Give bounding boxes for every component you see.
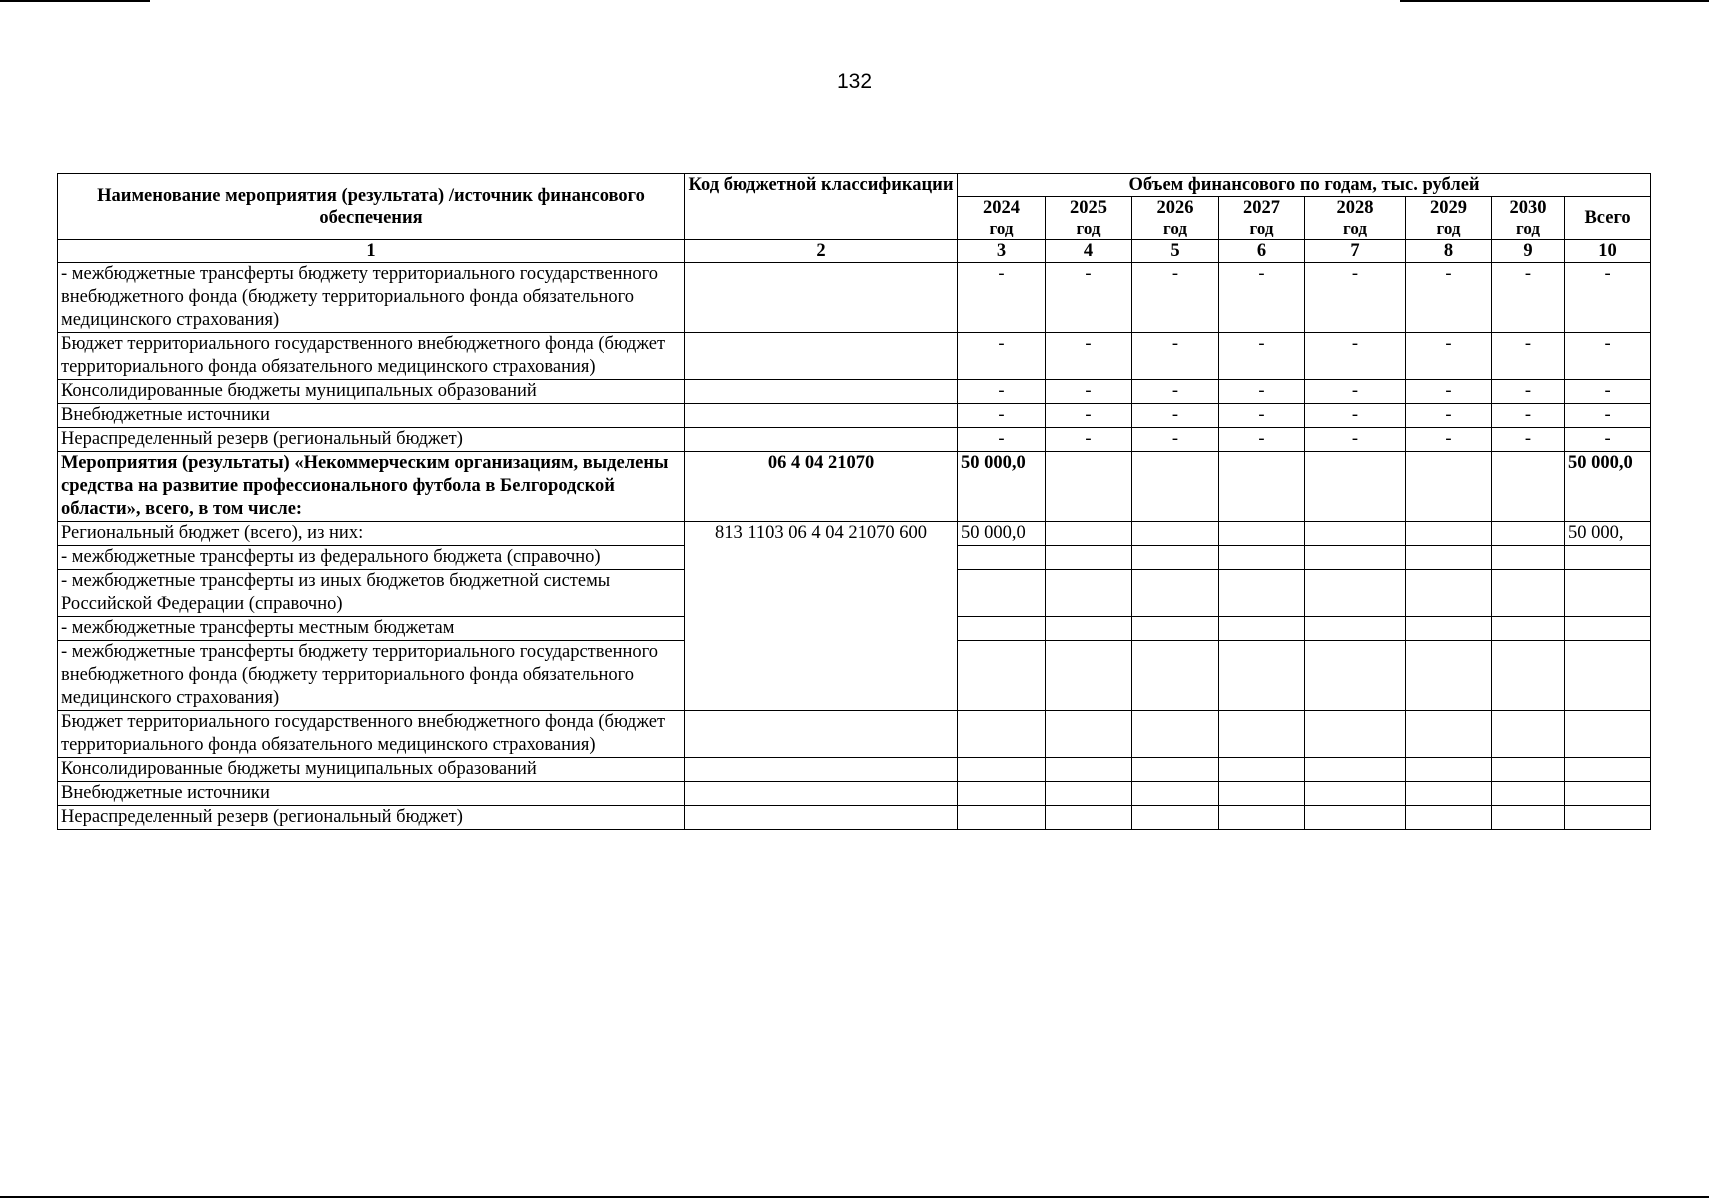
table-row [58, 404, 1651, 428]
row-value [1046, 617, 1132, 641]
row-value: - [1565, 380, 1651, 404]
row-value: - [1565, 404, 1651, 428]
row-value [1406, 641, 1492, 711]
row-value [1406, 452, 1492, 522]
header-year-unit: год [1436, 219, 1461, 238]
header-index-cell: 7 [1305, 240, 1406, 263]
row-value: - [958, 404, 1046, 428]
row-value: - [1565, 333, 1651, 380]
row-value: - [1305, 428, 1406, 452]
row-value: - [1132, 428, 1219, 452]
row-value [958, 546, 1046, 570]
row-value [1406, 546, 1492, 570]
row-value [1132, 782, 1219, 806]
header-index-cell: 9 [1492, 240, 1565, 263]
header-year-unit: год [989, 219, 1014, 238]
header-year-unit: год [1516, 219, 1540, 238]
row-value [1305, 641, 1406, 711]
header-year-unit: год [1163, 219, 1187, 238]
header-index-cell: 6 [1219, 240, 1305, 263]
header-code: Код бюджетной классификации [685, 174, 958, 240]
row-value [1492, 711, 1565, 758]
header-year-unit: год [1343, 219, 1367, 238]
row-code: 06 4 04 21070 [685, 452, 958, 522]
row-value [1406, 570, 1492, 617]
header-index-cell: 1 [58, 240, 685, 263]
row-value [1046, 641, 1132, 711]
row-value [958, 570, 1046, 617]
row-value: - [1492, 380, 1565, 404]
row-name: - межбюджетные трансферты бюджету территориального государственного внебюджетного фонда (бюджету территориального фонда обязательного медицинского страхования) [58, 263, 685, 333]
row-value [1406, 617, 1492, 641]
row-value [1219, 570, 1305, 617]
row-value [1219, 782, 1305, 806]
header-index-row [58, 240, 1651, 263]
row-value [1492, 617, 1565, 641]
row-value: - [1219, 380, 1305, 404]
row-value [1492, 452, 1565, 522]
row-value: - [1219, 263, 1305, 333]
header-volume: Объем финансового по годам, тыс. рублей [958, 174, 1651, 197]
row-value [1565, 641, 1651, 711]
row-value: - [1132, 404, 1219, 428]
row-value [1046, 522, 1132, 546]
row-value: - [1132, 263, 1219, 333]
row-value: - [958, 380, 1046, 404]
row-value [958, 641, 1046, 711]
row-code [685, 263, 958, 333]
row-code [685, 758, 958, 782]
table-row [58, 428, 1651, 452]
row-name: Внебюджетные источники [58, 782, 685, 806]
header-year-2029 [1406, 197, 1492, 240]
row-value [1565, 546, 1651, 570]
row-value: - [1406, 428, 1492, 452]
row-value [1565, 758, 1651, 782]
row-name: Нераспределенный резерв (региональный бюджет) [58, 806, 685, 830]
row-value [958, 711, 1046, 758]
row-value: - [958, 428, 1046, 452]
row-name: Консолидированные бюджеты муниципальных образований [58, 380, 685, 404]
row-value [1305, 522, 1406, 546]
scan-edge-mark [0, 1196, 1709, 1198]
row-value: 50 000, [1565, 522, 1651, 546]
header-year-label: 2030 [1509, 198, 1547, 218]
row-code [685, 782, 958, 806]
table-row [58, 263, 1651, 333]
row-value [958, 617, 1046, 641]
row-value: 50 000,0 [1565, 452, 1651, 522]
row-value [1305, 617, 1406, 641]
row-value [1219, 711, 1305, 758]
header-year-2027 [1219, 197, 1305, 240]
table-row [58, 806, 1651, 830]
row-value: - [1305, 263, 1406, 333]
row-name: - межбюджетные трансферты из иных бюджетов бюджетной системы Российской Федерации (справочно) [58, 570, 685, 617]
row-name: - межбюджетные трансферты бюджету территориального государственного внебюджетного фонда (бюджету территориального фонда обязательного медицинского страхования) [58, 641, 685, 711]
header-total: Всего [1565, 197, 1651, 240]
row-value: - [1046, 333, 1132, 380]
row-value [958, 782, 1046, 806]
header-index-cell: 4 [1046, 240, 1132, 263]
row-code: 813 1103 06 4 04 21070 600 [685, 522, 958, 711]
row-value [1132, 546, 1219, 570]
row-value [1132, 452, 1219, 522]
row-value [1046, 806, 1132, 830]
table-row [58, 333, 1651, 380]
row-name: Нераспределенный резерв (региональный бюджет) [58, 428, 685, 452]
row-value [1132, 641, 1219, 711]
row-value: - [1406, 404, 1492, 428]
row-value [1406, 711, 1492, 758]
row-name: Консолидированные бюджеты муниципальных образований [58, 758, 685, 782]
row-value [958, 806, 1046, 830]
row-value [1565, 806, 1651, 830]
row-code [685, 404, 958, 428]
header-index-cell: 3 [958, 240, 1046, 263]
row-value [1492, 806, 1565, 830]
row-value [1219, 617, 1305, 641]
row-value [1046, 782, 1132, 806]
header-year-2030 [1492, 197, 1565, 240]
header-year-unit: год [1076, 219, 1101, 238]
row-value [1219, 452, 1305, 522]
header-year-2026 [1132, 197, 1219, 240]
row-value: - [1492, 428, 1565, 452]
table-row [58, 380, 1651, 404]
row-value: - [1132, 333, 1219, 380]
row-value [1492, 570, 1565, 617]
row-value: - [1046, 263, 1132, 333]
header-index-cell: 8 [1406, 240, 1492, 263]
row-value: - [1219, 428, 1305, 452]
row-value: 50 000,0 [958, 522, 1046, 546]
row-value [1046, 452, 1132, 522]
row-value: - [1492, 263, 1565, 333]
row-value: - [1046, 404, 1132, 428]
scan-edge-mark [1400, 0, 1709, 2]
row-code [685, 380, 958, 404]
row-value: - [1492, 333, 1565, 380]
header-year-label: 2027 [1243, 198, 1280, 218]
row-value: - [1305, 333, 1406, 380]
row-value: 50 000,0 [958, 452, 1046, 522]
row-value [1565, 570, 1651, 617]
header-name: Наименование мероприятия (результата) /источник финансового обеспечения [58, 174, 685, 240]
row-value [1132, 758, 1219, 782]
header-year-label: 2029 [1430, 198, 1467, 218]
row-value [958, 758, 1046, 782]
row-value [1492, 641, 1565, 711]
row-value [1406, 522, 1492, 546]
header-year-unit: год [1249, 219, 1274, 238]
row-value: - [1132, 380, 1219, 404]
row-name: Мероприятия (результаты) «Некоммерческим организациям, выделены средства на развитие профессионального футбола в Белгородской области», всего, в том числе: [58, 452, 685, 522]
row-value [1132, 806, 1219, 830]
header-year-2024 [958, 197, 1046, 240]
row-value [1305, 546, 1406, 570]
row-value: - [1565, 263, 1651, 333]
row-value [1046, 570, 1132, 617]
row-value: - [1492, 404, 1565, 428]
row-value [1132, 522, 1219, 546]
row-value [1406, 758, 1492, 782]
header-year-label: 2024 [983, 198, 1020, 218]
row-code [685, 428, 958, 452]
row-value [1305, 711, 1406, 758]
row-value [1219, 806, 1305, 830]
budget-table [57, 173, 1651, 830]
row-value [1132, 711, 1219, 758]
row-value [1492, 782, 1565, 806]
row-value [1565, 617, 1651, 641]
row-value [1492, 546, 1565, 570]
row-value: - [1406, 263, 1492, 333]
table-row [58, 452, 1651, 522]
row-value: - [1406, 333, 1492, 380]
table-row [58, 758, 1651, 782]
row-value [1046, 758, 1132, 782]
row-value: - [1046, 428, 1132, 452]
row-value [1132, 617, 1219, 641]
row-value [1492, 522, 1565, 546]
row-value: - [1565, 428, 1651, 452]
row-name: Бюджет территориального государственного внебюджетного фонда (бюджет территориального фонда обязательного медицинского страхования) [58, 711, 685, 758]
row-value: - [1219, 333, 1305, 380]
row-value [1492, 758, 1565, 782]
row-code [685, 806, 958, 830]
table-row [58, 522, 1651, 546]
row-value [1565, 782, 1651, 806]
row-code [685, 711, 958, 758]
header-index-cell: 5 [1132, 240, 1219, 263]
row-value [1305, 758, 1406, 782]
row-value [1406, 782, 1492, 806]
row-value [1305, 570, 1406, 617]
header-index-cell: 10 [1565, 240, 1651, 263]
row-value [1406, 806, 1492, 830]
row-value [1565, 711, 1651, 758]
table-body [58, 263, 1651, 830]
page-number: 132 [836, 70, 873, 93]
header-year-2028 [1305, 197, 1406, 240]
table-row [58, 782, 1651, 806]
row-value: - [1305, 380, 1406, 404]
row-value [1219, 522, 1305, 546]
row-value [1219, 758, 1305, 782]
row-name: Региональный бюджет (всего), из них: [58, 522, 685, 546]
row-code [685, 333, 958, 380]
row-value: - [1046, 380, 1132, 404]
row-value [1305, 806, 1406, 830]
row-name: - межбюджетные трансферты из федерального бюджета (справочно) [58, 546, 685, 570]
row-name: - межбюджетные трансферты местным бюджетам [58, 617, 685, 641]
row-value: - [1219, 404, 1305, 428]
row-value: - [958, 263, 1046, 333]
header-year-label: 2025 [1070, 198, 1107, 218]
row-value [1305, 452, 1406, 522]
header-year-label: 2028 [1336, 198, 1374, 218]
header-year-2025 [1046, 197, 1132, 240]
row-value: - [1305, 404, 1406, 428]
row-value [1219, 641, 1305, 711]
scan-edge-mark [0, 0, 150, 2]
table-row [58, 711, 1651, 758]
header-year-label: 2026 [1156, 198, 1194, 218]
row-value [1046, 546, 1132, 570]
row-value: - [1406, 380, 1492, 404]
row-value [1305, 782, 1406, 806]
header-index-cell: 2 [685, 240, 958, 263]
row-value [1132, 570, 1219, 617]
row-value [1219, 546, 1305, 570]
row-name: Внебюджетные источники [58, 404, 685, 428]
row-value [1046, 711, 1132, 758]
row-value: - [958, 333, 1046, 380]
row-name: Бюджет территориального государственного внебюджетного фонда (бюджет территориального фонда обязательного медицинского страхования) [58, 333, 685, 380]
